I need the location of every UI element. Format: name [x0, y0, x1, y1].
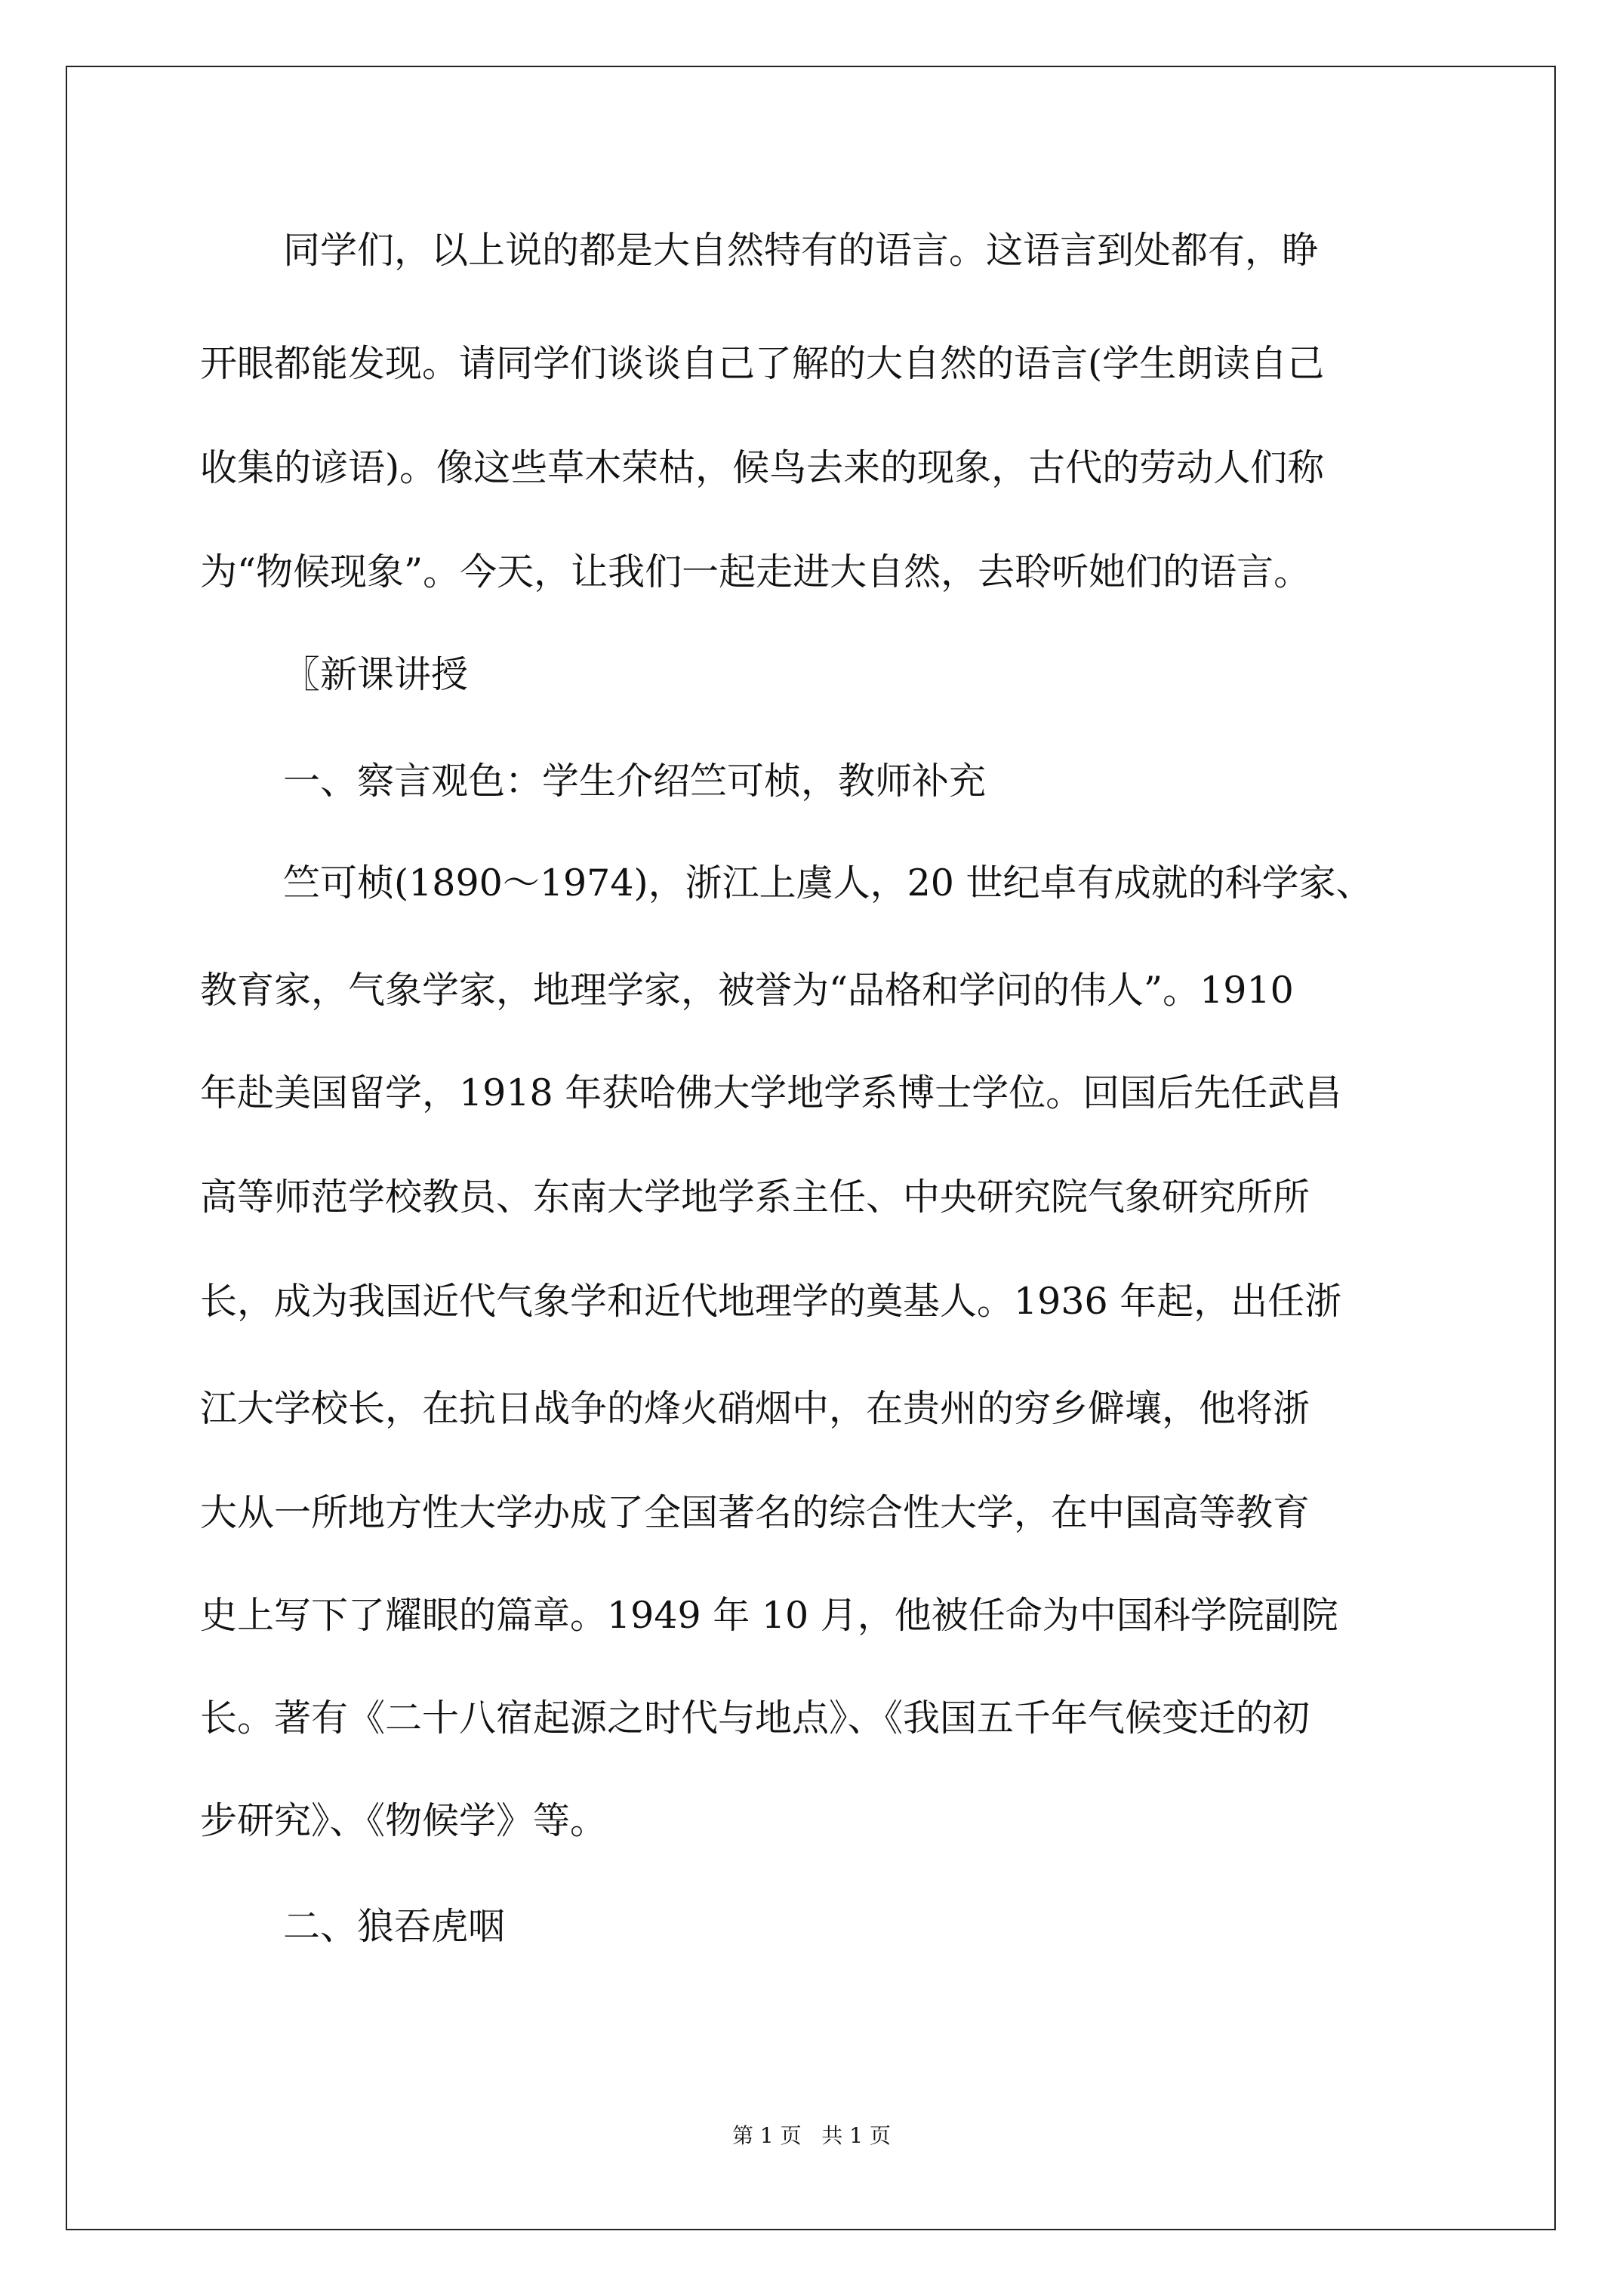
paragraph-line: 年赴美国留学，1918 年获哈佛大学地学系博士学位。回国后先任武昌	[200, 1071, 1342, 1114]
section-heading: 〖新课讲授	[283, 653, 469, 696]
section-heading: 一、察言观色：学生介绍竺可桢，教师补充	[283, 760, 987, 803]
paragraph-line: 江大学校长，在抗日战争的烽火硝烟中，在贵州的穷乡僻壤，他将浙	[200, 1387, 1310, 1430]
paragraph-line: 大从一所地方性大学办成了全国著名的综合性大学，在中国高等教育	[200, 1491, 1310, 1534]
paragraph-line: 高等师范学校教员、东南大学地学系主任、中央研究院气象研究所所	[200, 1176, 1310, 1219]
paragraph-line: 开眼都能发现。请同学们谈谈自己了解的大自然的语言(学生朗读自己	[200, 342, 1325, 385]
paragraph-line: 收集的谚语)。像这些草木荣枯，候鸟去来的现象，古代的劳动人们称	[200, 446, 1325, 489]
paragraph-line: 同学们，以上说的都是大自然特有的语言。这语言到处都有，睁	[283, 229, 1320, 272]
section-heading: 二、狼吞虎咽	[283, 1905, 506, 1948]
paragraph-line: 为“物候现象”。今天，让我们一起走进大自然，去聆听她们的语言。	[200, 550, 1311, 593]
paragraph-line: 长。著有《二十八宿起源之时代与地点》、《我国五千年气候变迁的初	[200, 1697, 1310, 1740]
paragraph-line: 竺可桢(1890～1974)，浙江上虞人，20 世纪卓有成就的科学家、	[283, 861, 1373, 905]
page-footer: 第 1 页 共 1 页	[732, 2123, 891, 2148]
paragraph-line: 步研究》、《物候学》等。	[200, 1799, 608, 1842]
paragraph-line: 长，成为我国近代气象学和近代地理学的奠基人。1936 年起，出任浙	[200, 1280, 1342, 1323]
paragraph-line: 教育家，气象学家，地理学家，被誉为“品格和学问的伟人”。1910	[200, 969, 1294, 1012]
paragraph-line: 史上写下了耀眼的篇章。1949 年 10 月，他被任命为中国科学院副院	[200, 1594, 1338, 1637]
